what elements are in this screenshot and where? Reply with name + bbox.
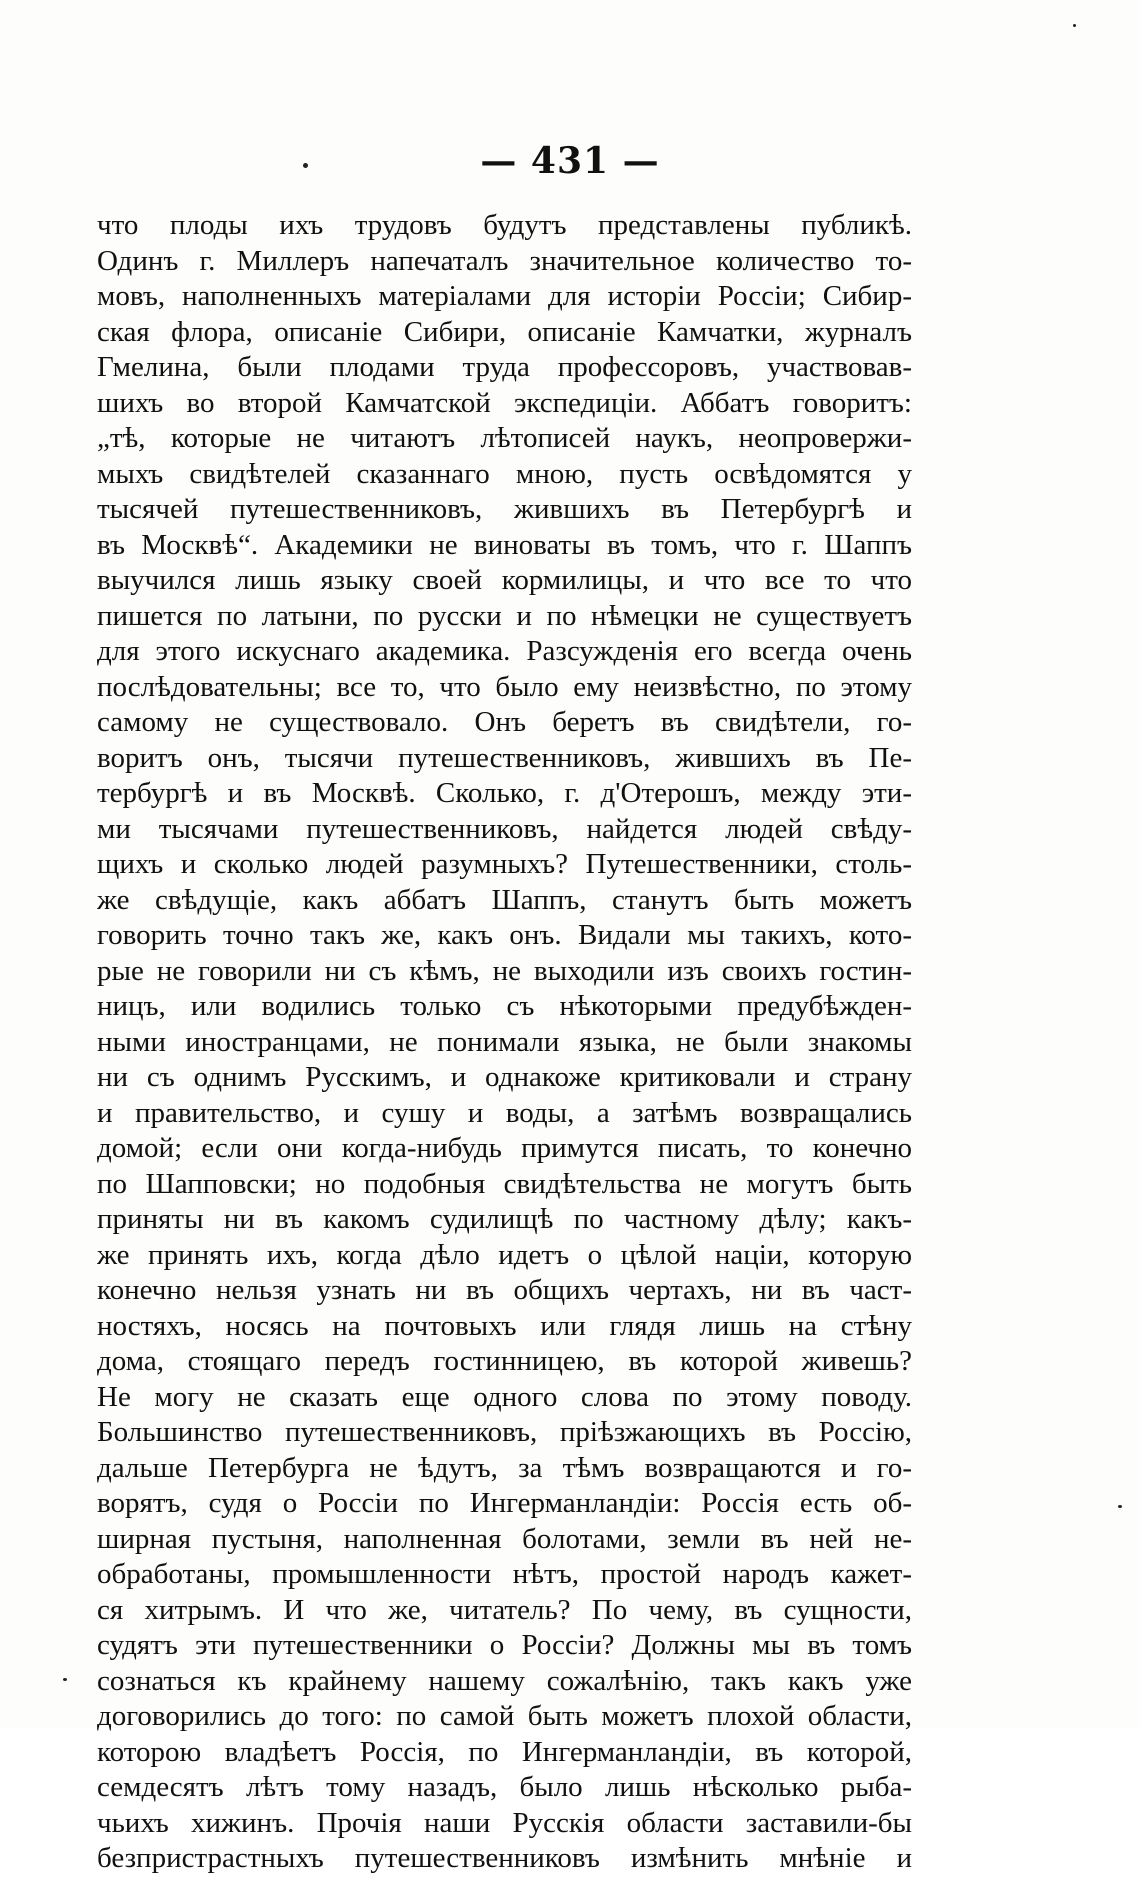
text-line: въ Москвѣ“. Академики не виноваты въ томъ, что г. Шаппъ xyxy=(97,528,912,561)
text-line: Большинство путешественниковъ, пріѣзжающихъ въ Россію, xyxy=(97,1416,912,1448)
text-line: обработаны, промышленности нѣтъ, простой народъ кажет- xyxy=(97,1558,912,1590)
text-line: ширная пустыня, наполненная болотами, земли въ ней не- xyxy=(97,1522,912,1555)
print-speck xyxy=(63,1678,67,1681)
text-line: дальше Петербурга не ѣдутъ, за тѣмъ возвращаются и го- xyxy=(97,1451,912,1484)
text-line: щихъ и сколько людей разумныхъ? Путешественники, столь- xyxy=(97,848,912,880)
text-line: воритъ онъ, тысячи путешественниковъ, жившихъ въ Пе- xyxy=(97,741,912,774)
text-line: дома, стоящаго передъ гостинницею, въ которой живешь? xyxy=(97,1345,912,1377)
text-line: ностяхъ, носясь на почтовыхъ или глядя лишь на стѣну xyxy=(97,1309,912,1342)
text-line: ворятъ, судя о Россіи по Ингерманландіи: Россія есть об- xyxy=(97,1487,912,1519)
text-line: мыхъ свидѣтелей сказаннаго мною, пусть освѣдомятся у xyxy=(97,457,912,490)
text-line: ни съ однимъ Русскимъ, и однакоже критиковали и страну xyxy=(97,1061,912,1093)
text-line: ными иностранцами, не понимали языка, не были знакомы xyxy=(97,1025,912,1058)
text-line: договорились до того: по самой быть можетъ плохой области, xyxy=(97,1700,912,1732)
text-line: ся хитрымъ. И что же, читатель? По чему, въ сущности, xyxy=(97,1593,912,1626)
text-line: ницъ, или водились только съ нѣкоторыми предубѣжден- xyxy=(97,990,912,1022)
text-line: же свѣдущіе, какъ аббатъ Шаппъ, станутъ быть можетъ xyxy=(97,883,912,916)
body-text xyxy=(97,208,912,1877)
text-line: конечно нельзя узнать ни въ общихъ чертахъ, ни въ част- xyxy=(97,1274,912,1306)
print-speck xyxy=(1118,1505,1122,1508)
text-line: приняты ни въ какомъ судилищѣ по частному дѣлу; какъ- xyxy=(97,1203,912,1235)
page-number: — 431 — xyxy=(480,140,660,182)
text-line: говорить точно такъ же, какъ онъ. Видали мы такихъ, кото- xyxy=(97,919,912,951)
text-line: по Шапповски; но подобныя свидѣтельства не могутъ быть xyxy=(97,1167,912,1200)
text-line: мовъ, наполненныхъ матеріалами для исторіи Россіи; Сибир- xyxy=(97,280,912,312)
print-speck xyxy=(1073,24,1076,27)
text-line: шихъ во второй Камчатской экспедиціи. Аббатъ говоритъ: xyxy=(97,386,912,419)
text-line: самому не существовало. Онъ беретъ въ свидѣтели, го- xyxy=(97,706,912,738)
text-line: и правительство, и сушу и воды, а затѣмъ возвращались xyxy=(97,1096,912,1129)
text-line: судятъ эти путешественники о Россіи? Должны мы въ томъ xyxy=(97,1629,912,1661)
text-line: послѣдовательны; все то, что было ему неизвѣстно, по этому xyxy=(97,670,912,703)
text-line: ская флора, описаніе Сибири, описаніе Камчатки, журналъ xyxy=(97,315,912,348)
text-line: ми тысячами путешественниковъ, найдется людей свѣду- xyxy=(97,812,912,845)
text-line: что плоды ихъ трудовъ будутъ представлены публикѣ. xyxy=(97,209,912,241)
text-line: выучился лишь языку своей кормилицы, и что все то что xyxy=(97,564,912,596)
text-line: сознаться къ крайнему нашему сожалѣнію, такъ какъ уже xyxy=(97,1664,912,1697)
text-line: „тѣ, которые не читаютъ лѣтописей наукъ, неопровержи- xyxy=(97,422,912,454)
text-line: тербургѣ и въ Москвѣ. Сколько, г. д'Отерошъ, между эти- xyxy=(97,777,912,809)
text-line: которою владѣетъ Россія, по Ингерманландіи, въ которой, xyxy=(97,1735,912,1768)
text-line: безпристрастныхъ путешественниковъ измѣнить мнѣніе и xyxy=(97,1842,912,1874)
text-line: тысячей путешественниковъ, жившихъ въ Петербургѣ и xyxy=(97,493,912,525)
text-line: Гмелина, были плодами труда профессоровъ, участвовав- xyxy=(97,351,912,383)
text-line: Одинъ г. Миллеръ напечаталъ значительное количество то- xyxy=(97,244,912,277)
text-line: для этого искуснаго академика. Разсужденія его всегда очень xyxy=(97,635,912,667)
text-line: Не могу не сказать еще одного слова по этому поводу. xyxy=(97,1380,912,1413)
text-line: семдесятъ лѣтъ тому назадъ, было лишь нѣсколько рыба- xyxy=(97,1771,912,1803)
text-line: чьихъ хижинъ. Прочія наши Русскія области заставили-бы xyxy=(97,1806,912,1839)
text-line: пишется по латыни, по русски и по нѣмецки не существуетъ xyxy=(97,599,912,632)
text-line: рые не говорили ни съ кѣмъ, не выходили изъ своихъ гостин- xyxy=(97,954,912,987)
text-line: домой; если они когда-нибудь примутся писать, то конечно xyxy=(97,1132,912,1164)
text-line: же принять ихъ, когда дѣло идетъ о цѣлой націи, которую xyxy=(97,1238,912,1271)
